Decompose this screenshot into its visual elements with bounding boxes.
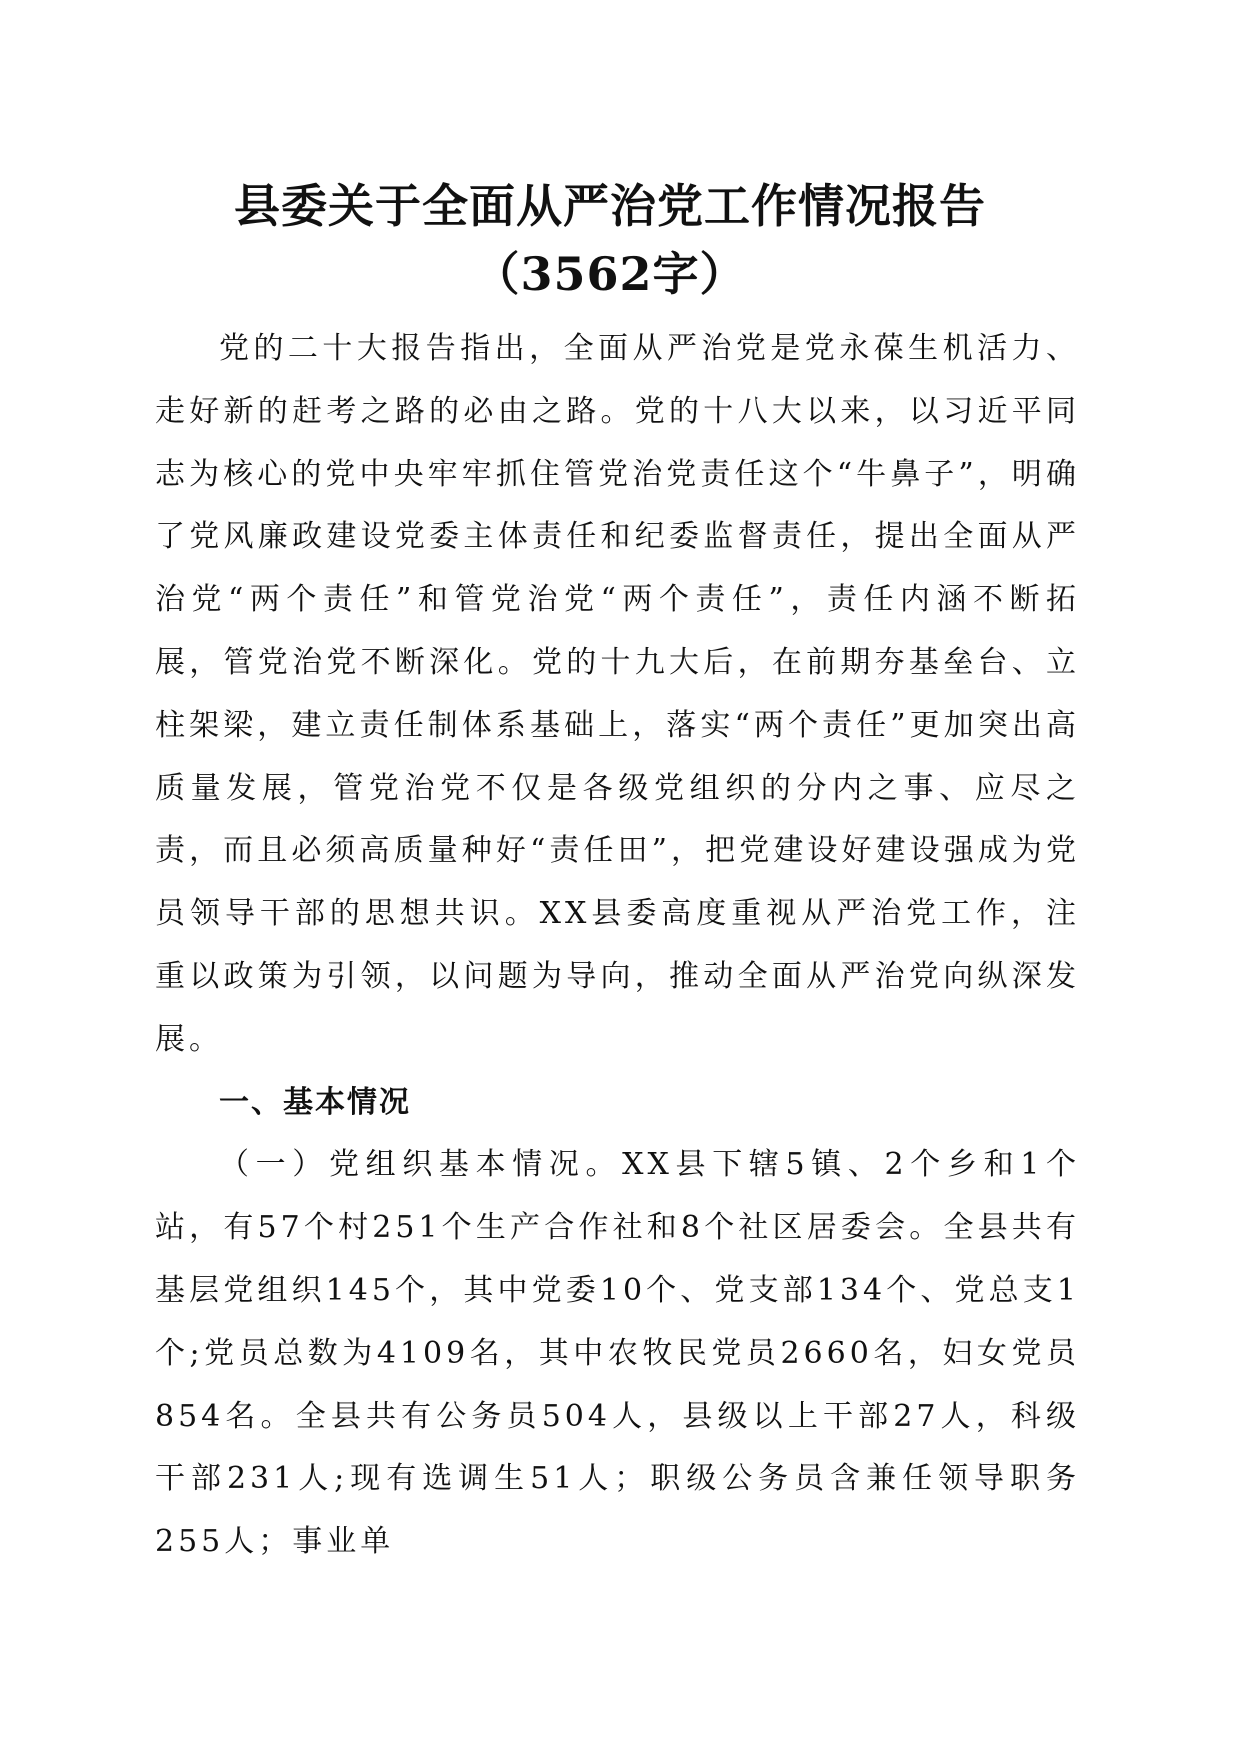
section-heading: 一、基本情况 <box>219 1084 411 1120</box>
intro-paragraph: 党的二十大报告指出，全面从严治党是党永葆生机活力、走好新的赶考之路的必由之路。党的十八大以来，以习近平同志为核心的党中央牢牢抓住管党治党责任这个“牛鼻子”，明确了党风廉政建设党委主体责任和纪委监督责任，提出全面从严治党“两个责任”和管党治党“两个责任”，责任内涵不断拓展，管党治党不断深化。党的十九大后，在前期夯基垒台、立柱架梁，建立责任制体系基础上，落实“两个责任”更加突出高质量发展，管党治党不仅是各级党组织的分内之事、应尽之责，而且必须高质量种好“责任田”，把党建设好建设强成为党员领导干部的思想共识。XX县委高度重视从严治党工作，注重以政策为引领，以问题为导向，推动全面从严治党向纵深发展。 <box>155 331 1080 1057</box>
document-body <box>155 318 1080 1574</box>
document-title: 县委关于全面从严治党工作情况报告（3562字） <box>234 179 986 301</box>
subsection-paragraph: （一）党组织基本情况。XX县下辖5镇、2个乡和1个站，有57个村251个生产合作社和8个社区居委会。全县共有基层党组织145个，其中党委10个、党支部134个、党总支1个;党员总数为4109名，其中农牧民党员2660名，妇女党员854名。全县共有公务员504人，县级以上干部27人，科级干部231人;现有选调生51人；职级公务员含兼任领导职务255人；事业单 <box>155 1147 1080 1560</box>
